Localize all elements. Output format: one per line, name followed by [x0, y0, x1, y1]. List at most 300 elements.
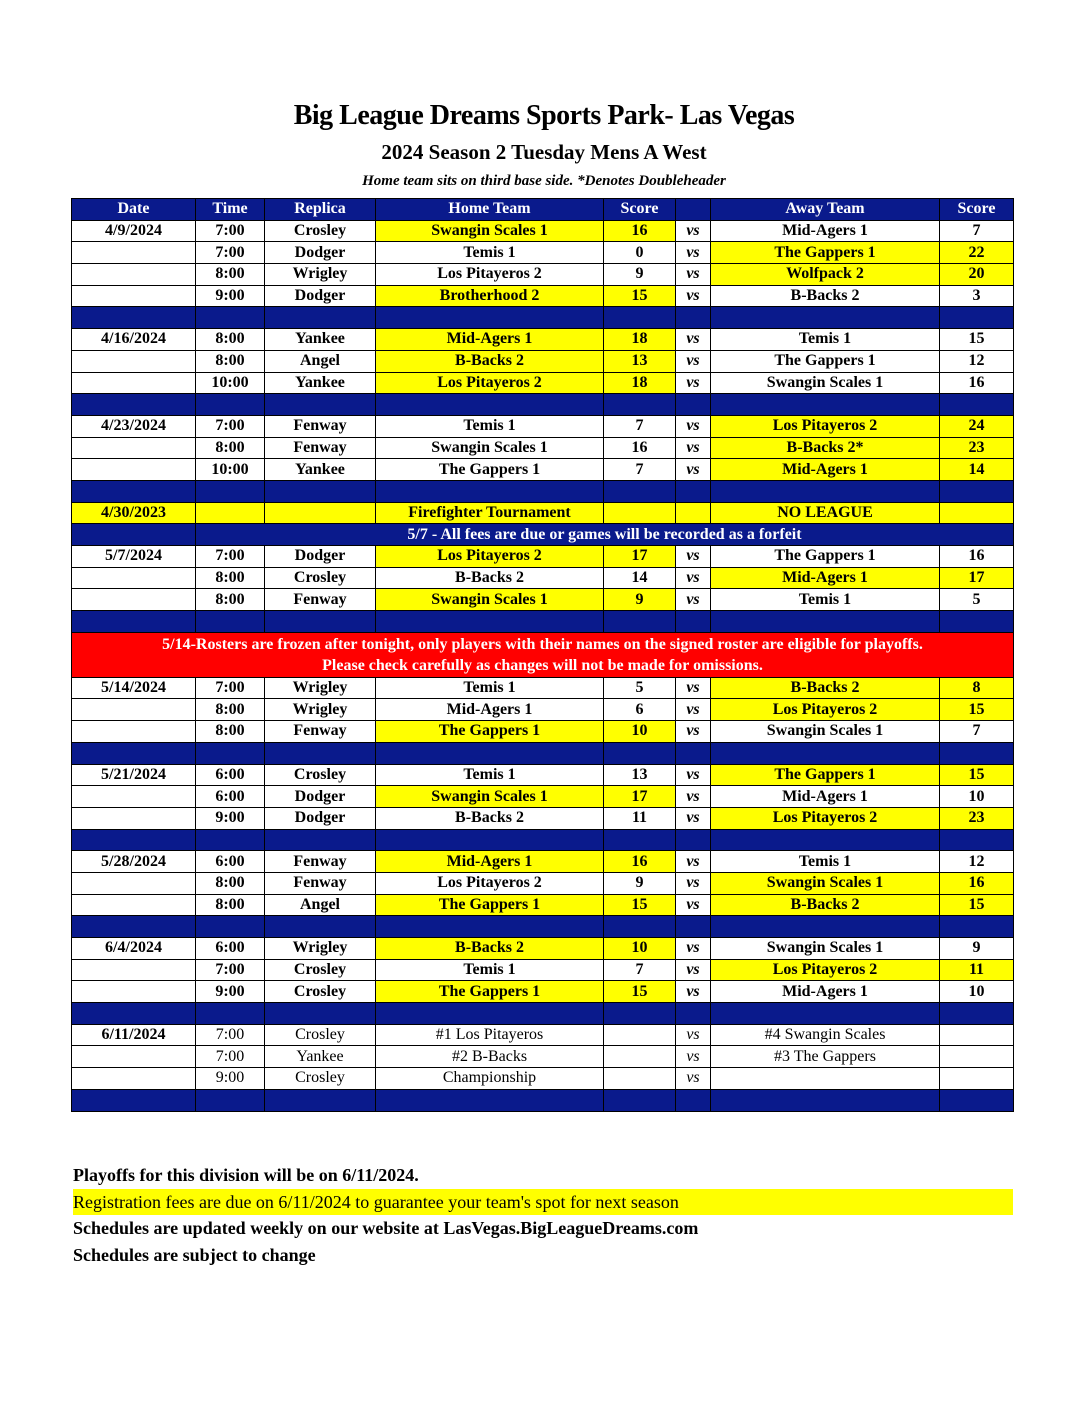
separator-cell [711, 611, 940, 633]
game-replica: Yankee [265, 329, 376, 351]
game-replica: Crosley [265, 567, 376, 589]
game-replica: Crosley [265, 220, 376, 242]
game-replica: Wrigley [265, 938, 376, 960]
away-score [940, 1046, 1014, 1068]
fees-notice-row [72, 524, 1014, 546]
game-replica: Fenway [265, 721, 376, 743]
separator-cell [676, 829, 711, 851]
home-score: 6 [604, 699, 676, 721]
vs-label: vs [676, 1024, 711, 1046]
game-date [72, 459, 196, 481]
game-date [72, 894, 196, 916]
schedule-table [71, 198, 1014, 1112]
separator-cell [196, 1089, 265, 1111]
home-team: Swangin Scales 1 [376, 786, 604, 808]
roster-notice-line2: Please check carefully as changes will not be made for omissions. [322, 656, 763, 674]
vs-label: vs [676, 589, 711, 611]
game-row [72, 415, 1014, 437]
vs-label: vs [676, 981, 711, 1003]
vs-label: vs [676, 959, 711, 981]
separator-cell [711, 307, 940, 329]
separator-cell [604, 742, 676, 764]
game-row [72, 329, 1014, 351]
away-score: 5 [940, 589, 1014, 611]
away-team: Temis 1 [711, 589, 940, 611]
away-team: Mid-Agers 1 [711, 786, 940, 808]
away-team: The Gappers 1 [711, 764, 940, 786]
table-header-row [72, 199, 1014, 221]
separator-cell [196, 742, 265, 764]
separator-cell [265, 394, 376, 416]
game-row [72, 1024, 1014, 1046]
separator-cell [676, 1003, 711, 1025]
game-time: 6:00 [196, 786, 265, 808]
away-score: 12 [940, 350, 1014, 372]
week-separator [72, 480, 1014, 502]
separator-cell [940, 742, 1014, 764]
game-row [72, 699, 1014, 721]
game-date [72, 567, 196, 589]
game-time: 6:00 [196, 851, 265, 873]
away-score: 15 [940, 699, 1014, 721]
separator-cell [676, 611, 711, 633]
separator-cell [676, 742, 711, 764]
away-score: 15 [940, 764, 1014, 786]
game-time: 9:00 [196, 1068, 265, 1090]
week-separator [72, 1003, 1014, 1025]
home-team: Temis 1 [376, 959, 604, 981]
home-team: Mid-Agers 1 [376, 329, 604, 351]
away-score: 3 [940, 285, 1014, 307]
week-separator [72, 611, 1014, 633]
website-note: Schedules are updated weekly on our website at LasVegas.BigLeagueDreams.com [73, 1218, 699, 1238]
no-league-row [72, 502, 1014, 524]
home-score: 9 [604, 872, 676, 894]
away-team: Swangin Scales 1 [711, 872, 940, 894]
game-time: 9:00 [196, 285, 265, 307]
home-score: 13 [604, 350, 676, 372]
home-team: Los Pitayeros 2 [376, 546, 604, 568]
away-score: 15 [940, 894, 1014, 916]
home-score: 10 [604, 721, 676, 743]
separator-cell [604, 394, 676, 416]
col-home-score: Score [604, 199, 676, 221]
game-date: 6/4/2024 [72, 938, 196, 960]
separator-cell [711, 829, 940, 851]
home-team: Los Pitayeros 2 [376, 264, 604, 286]
separator-cell [711, 1089, 940, 1111]
away-score: 10 [940, 981, 1014, 1003]
game-replica: Dodger [265, 786, 376, 808]
game-row [72, 938, 1014, 960]
game-replica: Fenway [265, 851, 376, 873]
separator-cell [72, 480, 196, 502]
home-score: 7 [604, 459, 676, 481]
home-team: Championship [376, 1068, 604, 1090]
game-row [72, 1046, 1014, 1068]
game-row [72, 721, 1014, 743]
away-score: 16 [940, 546, 1014, 568]
empty-cell [196, 502, 265, 524]
separator-cell [676, 480, 711, 502]
game-date [72, 1046, 196, 1068]
game-date [72, 981, 196, 1003]
separator-cell [196, 829, 265, 851]
game-time: 9:00 [196, 807, 265, 829]
separator-cell [676, 394, 711, 416]
away-team: Wolfpack 2 [711, 264, 940, 286]
away-team: B-Backs 2 [711, 894, 940, 916]
home-score: 16 [604, 220, 676, 242]
roster-notice-row [72, 632, 1014, 677]
home-team: #2 B-Backs [376, 1046, 604, 1068]
game-time: 7:00 [196, 415, 265, 437]
away-score [940, 1024, 1014, 1046]
game-replica: Dodger [265, 285, 376, 307]
separator-cell [72, 916, 196, 938]
home-score: 15 [604, 285, 676, 307]
vs-label: vs [676, 242, 711, 264]
separator-cell [604, 916, 676, 938]
separator-cell [376, 1003, 604, 1025]
away-team: Swangin Scales 1 [711, 372, 940, 394]
week-separator [72, 829, 1014, 851]
home-score [604, 1024, 676, 1046]
game-time: 10:00 [196, 372, 265, 394]
game-row [72, 459, 1014, 481]
away-score: 9 [940, 938, 1014, 960]
home-score: 14 [604, 567, 676, 589]
home-team: Temis 1 [376, 415, 604, 437]
game-date: 4/16/2024 [72, 329, 196, 351]
separator-cell [376, 829, 604, 851]
separator-cell [676, 1089, 711, 1111]
home-score [604, 1068, 676, 1090]
separator-cell [711, 742, 940, 764]
game-replica: Dodger [265, 242, 376, 264]
home-team: The Gappers 1 [376, 459, 604, 481]
away-team: Los Pitayeros 2 [711, 415, 940, 437]
away-score: 11 [940, 959, 1014, 981]
game-time: 8:00 [196, 350, 265, 372]
game-time: 8:00 [196, 872, 265, 894]
separator-cell [265, 611, 376, 633]
game-time: 10:00 [196, 459, 265, 481]
home-score [604, 1046, 676, 1068]
separator-cell [940, 480, 1014, 502]
game-replica: Dodger [265, 807, 376, 829]
away-score: 7 [940, 220, 1014, 242]
vs-label: vs [676, 437, 711, 459]
separator-cell [676, 307, 711, 329]
vs-label: vs [676, 350, 711, 372]
separator-cell [265, 307, 376, 329]
roster-notice-line1: 5/14-Rosters are frozen after tonight, only players with their names on the signed roster are eligible for playoffs. [162, 635, 923, 653]
game-date: 5/28/2024 [72, 851, 196, 873]
home-team: Swangin Scales 1 [376, 437, 604, 459]
empty-cell [676, 502, 711, 524]
game-time: 8:00 [196, 721, 265, 743]
game-date: 6/11/2024 [72, 1024, 196, 1046]
home-team: Swangin Scales 1 [376, 589, 604, 611]
week-separator [72, 394, 1014, 416]
vs-label: vs [676, 721, 711, 743]
game-time: 8:00 [196, 589, 265, 611]
away-score: 24 [940, 415, 1014, 437]
page-title: Big League Dreams Sports Park- Las Vegas [293, 100, 795, 131]
home-team-note: Home team sits on third base side. *Denotes Doubleheader [362, 173, 726, 189]
home-team: B-Backs 2 [376, 938, 604, 960]
home-team: #1 Los Pitayeros [376, 1024, 604, 1046]
game-row [72, 350, 1014, 372]
separator-cell [940, 307, 1014, 329]
separator-cell [711, 394, 940, 416]
game-row [72, 851, 1014, 873]
game-replica: Fenway [265, 415, 376, 437]
home-score: 7 [604, 415, 676, 437]
home-team: Temis 1 [376, 677, 604, 699]
home-team: Temis 1 [376, 764, 604, 786]
home-score: 17 [604, 546, 676, 568]
col-time: Time [196, 199, 265, 221]
vs-label: vs [676, 872, 711, 894]
no-league-event: Firefighter Tournament [376, 502, 604, 524]
game-time: 7:00 [196, 959, 265, 981]
game-row [72, 437, 1014, 459]
separator-cell [940, 394, 1014, 416]
separator-cell [940, 829, 1014, 851]
game-date: 4/9/2024 [72, 220, 196, 242]
game-date: 5/21/2024 [72, 764, 196, 786]
separator-cell [196, 1003, 265, 1025]
vs-label: vs [676, 807, 711, 829]
game-row [72, 285, 1014, 307]
away-score: 22 [940, 242, 1014, 264]
separator-cell [711, 480, 940, 502]
home-score: 16 [604, 851, 676, 873]
game-time: 8:00 [196, 264, 265, 286]
separator-cell [196, 394, 265, 416]
separator-cell [604, 307, 676, 329]
game-time: 7:00 [196, 1024, 265, 1046]
game-date [72, 721, 196, 743]
separator-cell [265, 1003, 376, 1025]
game-time: 8:00 [196, 329, 265, 351]
vs-label: vs [676, 938, 711, 960]
col-away-score: Score [940, 199, 1014, 221]
separator-cell [72, 611, 196, 633]
away-team: B-Backs 2* [711, 437, 940, 459]
away-team: Swangin Scales 1 [711, 938, 940, 960]
separator-cell [265, 916, 376, 938]
vs-label: vs [676, 1068, 711, 1090]
vs-label: vs [676, 220, 711, 242]
away-team: Mid-Agers 1 [711, 567, 940, 589]
separator-cell [376, 916, 604, 938]
game-row [72, 894, 1014, 916]
separator-cell [72, 1003, 196, 1025]
separator-cell [265, 742, 376, 764]
col-vs [676, 199, 711, 221]
game-date [72, 350, 196, 372]
vs-label: vs [676, 786, 711, 808]
home-team: B-Backs 2 [376, 807, 604, 829]
away-team: The Gappers 1 [711, 350, 940, 372]
away-score: 8 [940, 677, 1014, 699]
away-team: The Gappers 1 [711, 242, 940, 264]
away-score: 16 [940, 872, 1014, 894]
game-time: 6:00 [196, 938, 265, 960]
game-date [72, 1068, 196, 1090]
home-team: Los Pitayeros 2 [376, 872, 604, 894]
game-date: 5/14/2024 [72, 677, 196, 699]
away-team [711, 1068, 940, 1090]
game-time: 7:00 [196, 242, 265, 264]
notice-lead-cell [72, 524, 196, 546]
vs-label: vs [676, 894, 711, 916]
away-team: Los Pitayeros 2 [711, 699, 940, 721]
separator-cell [376, 394, 604, 416]
game-row [72, 1068, 1014, 1090]
separator-cell [376, 480, 604, 502]
away-score [940, 1068, 1014, 1090]
away-score: 16 [940, 372, 1014, 394]
home-score: 0 [604, 242, 676, 264]
home-score: 15 [604, 894, 676, 916]
game-replica: Angel [265, 350, 376, 372]
separator-cell [940, 916, 1014, 938]
page-subtitle: 2024 Season 2 Tuesday Mens A West [381, 140, 707, 164]
game-date [72, 589, 196, 611]
no-league-date: 4/30/2023 [72, 502, 196, 524]
game-date [72, 786, 196, 808]
away-team: B-Backs 2 [711, 285, 940, 307]
separator-cell [940, 1089, 1014, 1111]
registration-note: Registration fees are due on 6/11/2024 to guarantee your team's spot for next season [73, 1189, 1013, 1215]
empty-cell [604, 502, 676, 524]
week-separator [72, 1089, 1014, 1111]
game-time: 7:00 [196, 546, 265, 568]
empty-cell [940, 502, 1014, 524]
game-time: 8:00 [196, 699, 265, 721]
separator-cell [72, 742, 196, 764]
game-time: 6:00 [196, 764, 265, 786]
away-team: B-Backs 2 [711, 677, 940, 699]
separator-cell [711, 916, 940, 938]
game-replica: Wrigley [265, 699, 376, 721]
game-date [72, 285, 196, 307]
home-team: The Gappers 1 [376, 981, 604, 1003]
game-date: 5/7/2024 [72, 546, 196, 568]
home-score: 18 [604, 329, 676, 351]
separator-cell [265, 1089, 376, 1111]
away-score: 17 [940, 567, 1014, 589]
separator-cell [196, 611, 265, 633]
game-date [72, 264, 196, 286]
separator-cell [940, 1003, 1014, 1025]
vs-label: vs [676, 546, 711, 568]
game-row [72, 220, 1014, 242]
game-time: 9:00 [196, 981, 265, 1003]
game-date: 4/23/2024 [72, 415, 196, 437]
game-row [72, 786, 1014, 808]
separator-cell [940, 611, 1014, 633]
away-score: 7 [940, 721, 1014, 743]
fees-notice: 5/7 - All fees are due or games will be recorded as a forfeit [196, 524, 1014, 546]
away-score: 12 [940, 851, 1014, 873]
home-score: 17 [604, 786, 676, 808]
game-row [72, 567, 1014, 589]
no-league-label: NO LEAGUE [711, 502, 940, 524]
game-replica: Crosley [265, 764, 376, 786]
away-score: 15 [940, 329, 1014, 351]
vs-label: vs [676, 567, 711, 589]
game-replica: Crosley [265, 1024, 376, 1046]
away-team: Temis 1 [711, 851, 940, 873]
game-date [72, 372, 196, 394]
home-score: 9 [604, 589, 676, 611]
game-row [72, 546, 1014, 568]
vs-label: vs [676, 764, 711, 786]
separator-cell [196, 916, 265, 938]
game-time: 7:00 [196, 220, 265, 242]
game-replica: Wrigley [265, 264, 376, 286]
game-replica: Dodger [265, 546, 376, 568]
vs-label: vs [676, 329, 711, 351]
separator-cell [196, 307, 265, 329]
home-team: The Gappers 1 [376, 894, 604, 916]
vs-label: vs [676, 677, 711, 699]
home-team: The Gappers 1 [376, 721, 604, 743]
week-separator [72, 742, 1014, 764]
home-team: Brotherhood 2 [376, 285, 604, 307]
game-row [72, 959, 1014, 981]
vs-label: vs [676, 851, 711, 873]
home-score: 16 [604, 437, 676, 459]
away-team: Mid-Agers 1 [711, 220, 940, 242]
home-score: 18 [604, 372, 676, 394]
game-date [72, 699, 196, 721]
separator-cell [265, 480, 376, 502]
game-date [72, 437, 196, 459]
game-replica: Yankee [265, 1046, 376, 1068]
game-replica: Fenway [265, 872, 376, 894]
home-team: Temis 1 [376, 242, 604, 264]
col-home-team: Home Team [376, 199, 604, 221]
away-team: #4 Swangin Scales [711, 1024, 940, 1046]
vs-label: vs [676, 415, 711, 437]
game-replica: Fenway [265, 589, 376, 611]
separator-cell [376, 307, 604, 329]
home-score: 7 [604, 959, 676, 981]
separator-cell [72, 829, 196, 851]
separator-cell [72, 394, 196, 416]
separator-cell [72, 307, 196, 329]
game-row [72, 589, 1014, 611]
game-time: 7:00 [196, 1046, 265, 1068]
home-team: B-Backs 2 [376, 567, 604, 589]
roster-notice [72, 632, 1014, 677]
separator-cell [196, 480, 265, 502]
home-score: 10 [604, 938, 676, 960]
game-replica: Angel [265, 894, 376, 916]
home-team: Mid-Agers 1 [376, 699, 604, 721]
game-replica: Fenway [265, 437, 376, 459]
separator-cell [72, 1089, 196, 1111]
game-row [72, 981, 1014, 1003]
away-team: Temis 1 [711, 329, 940, 351]
col-away-team: Away Team [711, 199, 940, 221]
